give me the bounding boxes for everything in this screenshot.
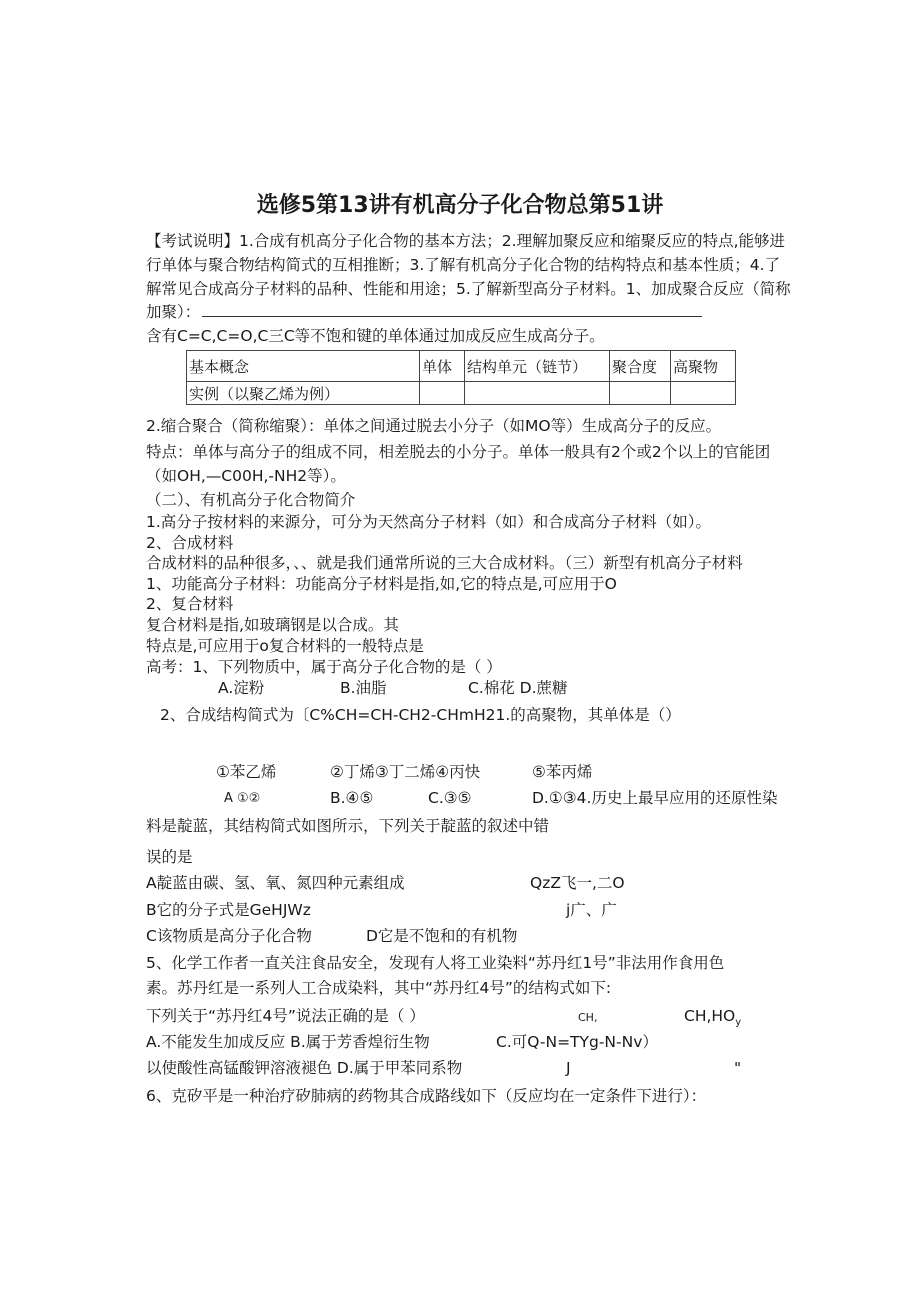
structure-fragment: j广、广 <box>566 901 617 919</box>
exam-note-line: 【考试说明】1.合成有机高分子化合物的基本方法；2.理解加聚反应和缩聚反应的特点,能够进 <box>146 232 786 250</box>
text-line: 料是靛蓝，其结构简式如图所示，下列关于靛蓝的叙述中错 <box>146 817 550 835</box>
monomer-option: ②丁烯③丁二烯④丙快 <box>330 763 481 781</box>
option-c: C该物质是高分子化合物 <box>146 927 312 945</box>
option-c: C.③⑤ <box>428 789 472 807</box>
text-line: 2、合成材料 <box>146 534 234 552</box>
exam-note-line: 行单体与聚合物结构简式的互相推断；3.了解有机高分子化合物的结构特点和基本性质；4.了 <box>146 256 781 274</box>
text-line: 合成材料的品种很多，、、就是我们通常所说的三大合成材料。（三）新型有机高分子材料 <box>146 554 743 572</box>
option-ab: A.不能发生加成反应 B.属于芳香煌衍生物 <box>146 1033 430 1051</box>
text-line: 特点：单体与高分子的组成不同，相差脱去的小分子。单体一般具有2个或2个以上的官能团 <box>146 443 771 461</box>
question-1: 高考：1、下列物质中，属于高分子化合物的是（ ） <box>146 658 502 676</box>
monomer-option: ①苯乙烯 <box>216 763 277 781</box>
table-cell: 实例（以聚乙烯为例） <box>187 382 420 405</box>
option-b: B.油脂 <box>340 679 387 697</box>
table-cell <box>671 382 736 405</box>
table-header: 结构单元（链节） <box>465 351 610 382</box>
option-a: A靛蓝由碳、氢、氧、氮四种元素组成 <box>146 874 405 892</box>
option-a: A.淀粉 <box>218 679 265 697</box>
structure-fragment: " <box>734 1059 742 1077</box>
addition-polymerization-label: 加聚）： <box>146 302 702 322</box>
structure-label: CH, <box>578 1011 598 1024</box>
exam-note-line: 解常见合成高分子材料的品种、性能和用途；5.了解新型高分子材料。1、加成聚合反应（简称 <box>146 280 791 298</box>
text-line: （如OH,—C00H,-NH2等）。 <box>146 467 346 485</box>
text-line: 素。苏丹红是一系列人工合成染料，其中“苏丹红4号”的结构式如下: <box>146 979 612 997</box>
table-cell <box>465 382 610 405</box>
text-line: 特点是,可应用于o复合材料的一般特点是 <box>146 637 424 655</box>
option-b: B.④⑤ <box>330 789 374 807</box>
option-b: B它的分子式是GeHJWz <box>146 901 311 919</box>
structure-fragment: J <box>566 1059 571 1077</box>
monomer-option: ⑤苯丙烯 <box>532 763 593 781</box>
question-6: 6、克矽平是一种治疗矽肺病的药物其合成路线如下（反应均在一定条件下进行）： <box>146 1087 707 1105</box>
question-2: 2、合成结构简式为〔C%CH=CH-CH2-CHmH21.的高聚物，其单体是（） <box>160 706 681 724</box>
option-d: D它是不饱和的有机物 <box>366 927 518 945</box>
structure-fragment: QzZ飞一,二O <box>530 874 625 892</box>
table-header: 基本概念 <box>187 351 420 382</box>
structure-label: $CH,HO_y$ <box>684 1007 742 1029</box>
answer-blank <box>202 302 702 317</box>
text-line: 2.缩合聚合（简称缩聚）：单体之间通过脱去小分子（如MO等）生成高分子的反应。 <box>146 417 722 435</box>
text-line: 下列关于“苏丹红4号”说法正确的是（ ） <box>146 1007 425 1025</box>
concept-table <box>186 350 736 405</box>
page-title: 选修5第13讲有机高分子化合物总第51讲 <box>256 193 664 218</box>
table-cell <box>420 382 465 405</box>
section-heading: （二）、有机高分子化合物简介 <box>146 491 356 509</box>
option-d: D.①③4.历史上最早应用的还原性染 <box>532 789 778 807</box>
option-line: 以使酸性高锰酸钾溶液褪色 D.属于甲苯同系物 <box>146 1059 463 1077</box>
table-header: 聚合度 <box>610 351 671 382</box>
option-c: C.可Q-N=TYg-N-Nv） <box>496 1033 658 1051</box>
table-header: 单体 <box>420 351 465 382</box>
option-cd: C.棉花 D.蔗糖 <box>468 679 568 697</box>
text-line: 2、复合材料 <box>146 595 234 613</box>
option-a: A ①② <box>224 791 261 806</box>
text-line: 误的是 <box>146 848 193 866</box>
table-header: 高聚物 <box>671 351 736 382</box>
text-line: 复合材料是指,如玻璃钢是以合成。其 <box>146 616 399 634</box>
question-5: 5、化学工作者一直关注食品安全，发现有人将工业染料“苏丹红1号”非法用作食用色 <box>146 954 725 972</box>
table-cell <box>610 382 671 405</box>
text-line: 1、功能高分子材料：功能高分子材料是指,如,它的特点是,可应用于O <box>146 575 617 593</box>
text-line: 含有C=C,C=O,C三C等不饱和键的单体通过加成反应生成高分子。 <box>146 327 605 345</box>
text-line: 1.高分子按材料的来源分，可分为天然高分子材料（如）和合成高分子材料（如）。 <box>146 513 712 531</box>
